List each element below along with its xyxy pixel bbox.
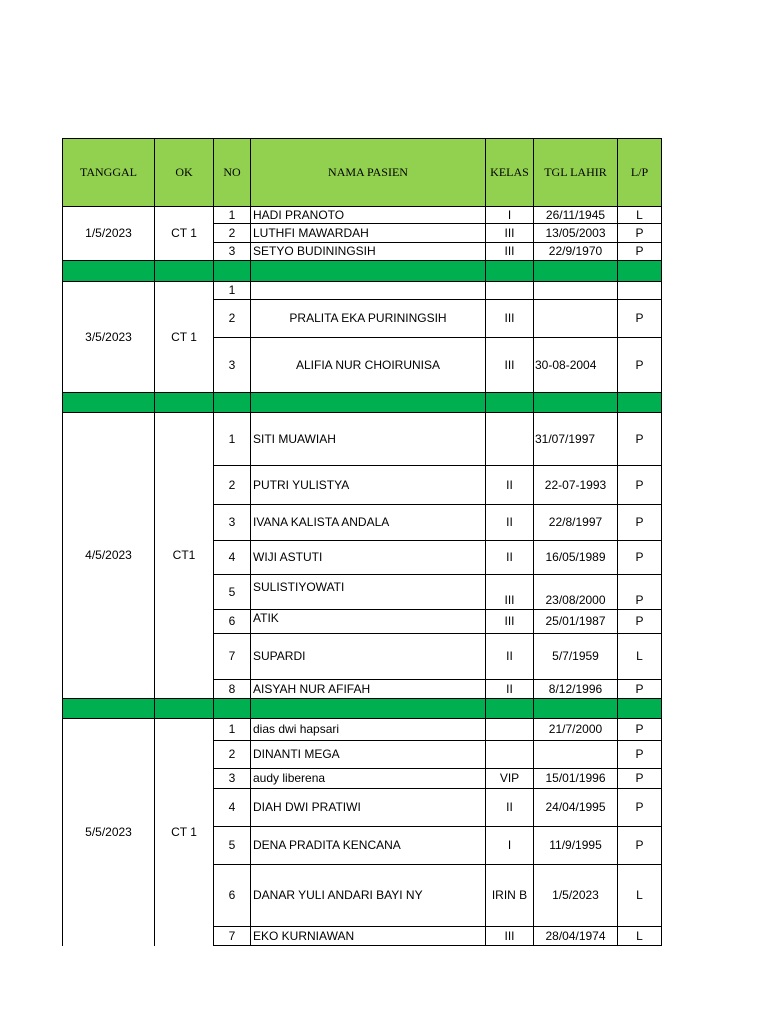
row-name: ALIFIA NUR CHOIRUNISA [251, 338, 486, 393]
separator-cell [63, 699, 155, 719]
row-lp: P [618, 224, 662, 243]
separator-cell [486, 393, 534, 413]
group-ok: CT 1 [155, 207, 214, 261]
header-tgl-lahir: TGL LAHIR [534, 139, 618, 207]
row-name: SULISTIYOWATI [251, 575, 486, 610]
separator-cell [618, 393, 662, 413]
row-kelas: III [486, 927, 534, 946]
row-lp: L [618, 634, 662, 680]
row-no: 5 [214, 827, 251, 865]
row-no: 6 [214, 865, 251, 927]
separator-cell [534, 393, 618, 413]
row-lp: P [618, 769, 662, 789]
row-kelas [486, 282, 534, 300]
row-no: 4 [214, 541, 251, 575]
header-nama-pasien: NAMA PASIEN [251, 139, 486, 207]
row-lp: L [618, 207, 662, 224]
separator-cell [63, 261, 155, 282]
row-kelas [486, 719, 534, 741]
row-kelas: VIP [486, 769, 534, 789]
group-ok: CT 1 [155, 282, 214, 393]
row-lahir: 11/9/1995 [534, 827, 618, 865]
separator-row [63, 261, 662, 282]
row-lp: P [618, 243, 662, 261]
row-name: SETYO BUDININGSIH [251, 243, 486, 261]
row-no: 3 [214, 769, 251, 789]
row-kelas: III [486, 338, 534, 393]
row-lahir: 25/01/1987 [534, 610, 618, 634]
row-no: 3 [214, 338, 251, 393]
row-name: ATIK [251, 610, 486, 634]
row-name: dias dwi hapsari [251, 719, 486, 741]
row-kelas: II [486, 680, 534, 699]
row-kelas [486, 413, 534, 466]
row-name: LUTHFI MAWARDAH [251, 224, 486, 243]
separator-cell [534, 699, 618, 719]
row-name: EKO KURNIAWAN [251, 927, 486, 946]
row-lahir: 26/11/1945 [534, 207, 618, 224]
row-no: 2 [214, 224, 251, 243]
separator-cell [155, 261, 214, 282]
row-no: 3 [214, 505, 251, 541]
row-lahir: 13/05/2003 [534, 224, 618, 243]
separator-cell [618, 261, 662, 282]
separator-cell [534, 261, 618, 282]
row-no: 3 [214, 243, 251, 261]
row-name: DENA PRADITA KENCANA [251, 827, 486, 865]
row-name: WIJI ASTUTI [251, 541, 486, 575]
row-lp: P [618, 300, 662, 338]
row-lahir: 24/04/1995 [534, 789, 618, 827]
row-kelas [486, 741, 534, 769]
separator-cell [214, 699, 251, 719]
row-no: 8 [214, 680, 251, 699]
row-no: 2 [214, 466, 251, 505]
table-row [63, 719, 662, 741]
row-no: 7 [214, 927, 251, 946]
separator-cell [486, 261, 534, 282]
row-name: SUPARDI [251, 634, 486, 680]
row-name: SITI MUAWIAH [251, 413, 486, 466]
row-lp: P [618, 505, 662, 541]
row-no: 1 [214, 719, 251, 741]
row-kelas: II [486, 541, 534, 575]
row-name: IVANA KALISTA ANDALA [251, 505, 486, 541]
row-lahir: 23/08/2000 [534, 575, 618, 610]
row-kelas: II [486, 466, 534, 505]
group-ok: CT1 [155, 413, 214, 699]
row-no: 4 [214, 789, 251, 827]
header-kelas: KELAS [486, 139, 534, 207]
row-no: 5 [214, 575, 251, 610]
group-date: 3/5/2023 [63, 282, 155, 393]
row-name: DANAR YULI ANDARI BAYI NY [251, 865, 486, 927]
separator-cell [618, 699, 662, 719]
row-lahir: 22/9/1970 [534, 243, 618, 261]
row-kelas: II [486, 505, 534, 541]
group-date: 1/5/2023 [63, 207, 155, 261]
row-lahir [534, 300, 618, 338]
row-kelas: III [486, 224, 534, 243]
row-no: 1 [214, 413, 251, 466]
row-name: audy liberena [251, 769, 486, 789]
row-kelas: III [486, 610, 534, 634]
separator-cell [251, 261, 486, 282]
row-name: DIAH DWI PRATIWI [251, 789, 486, 827]
row-lahir: 22-07-1993 [534, 466, 618, 505]
row-lp: P [618, 575, 662, 610]
row-no: 2 [214, 741, 251, 769]
group-date: 4/5/2023 [63, 413, 155, 699]
row-lahir: 1/5/2023 [534, 865, 618, 927]
row-name [251, 282, 486, 300]
row-lahir [534, 741, 618, 769]
row-lp: L [618, 927, 662, 946]
row-lahir: 8/12/1996 [534, 680, 618, 699]
row-kelas: IRIN B [486, 865, 534, 927]
row-lahir: 21/7/2000 [534, 719, 618, 741]
row-lp: P [618, 541, 662, 575]
row-no: 6 [214, 610, 251, 634]
separator-cell [155, 699, 214, 719]
row-kelas: II [486, 634, 534, 680]
row-lahir: 15/01/1996 [534, 769, 618, 789]
separator-cell [214, 261, 251, 282]
patient-table [62, 138, 662, 946]
row-lp: P [618, 741, 662, 769]
row-name: PRALITA EKA PURININGSIH [251, 300, 486, 338]
row-lp: P [618, 413, 662, 466]
row-lahir: 30-08-2004 [534, 338, 618, 393]
row-name: DINANTI MEGA [251, 741, 486, 769]
row-lp: P [618, 338, 662, 393]
header-row [63, 139, 662, 207]
header-tanggal: TANGGAL [63, 139, 155, 207]
separator-cell [214, 393, 251, 413]
row-lp: P [618, 789, 662, 827]
row-kelas: II [486, 789, 534, 827]
row-lahir: 5/7/1959 [534, 634, 618, 680]
row-kelas: III [486, 575, 534, 610]
group-date: 5/5/2023 [63, 719, 155, 946]
row-lp: P [618, 466, 662, 505]
row-no: 7 [214, 634, 251, 680]
row-no: 1 [214, 207, 251, 224]
header-ok: OK [155, 139, 214, 207]
separator-cell [251, 699, 486, 719]
row-lp: P [618, 827, 662, 865]
row-kelas: I [486, 827, 534, 865]
row-lp: P [618, 719, 662, 741]
row-lp [618, 282, 662, 300]
group-ok: CT 1 [155, 719, 214, 946]
separator-cell [63, 393, 155, 413]
row-no: 1 [214, 282, 251, 300]
separator-cell [486, 699, 534, 719]
row-name: HADI PRANOTO [251, 207, 486, 224]
row-kelas: III [486, 243, 534, 261]
row-lahir: 31/07/1997 [534, 413, 618, 466]
row-no: 2 [214, 300, 251, 338]
table-row [63, 282, 662, 300]
separator-cell [251, 393, 486, 413]
table-row [63, 207, 662, 224]
row-kelas: III [486, 300, 534, 338]
separator-cell [155, 393, 214, 413]
separator-row [63, 393, 662, 413]
separator-row [63, 699, 662, 719]
header-no: NO [214, 139, 251, 207]
row-lp: P [618, 610, 662, 634]
row-name: AISYAH NUR AFIFAH [251, 680, 486, 699]
row-lahir: 22/8/1997 [534, 505, 618, 541]
row-lahir: 28/04/1974 [534, 927, 618, 946]
row-lp: L [618, 865, 662, 927]
row-name: PUTRI YULISTYA [251, 466, 486, 505]
row-lahir [534, 282, 618, 300]
row-lahir: 16/05/1989 [534, 541, 618, 575]
row-kelas: I [486, 207, 534, 224]
table-row [63, 413, 662, 466]
header-lp: L/P [618, 139, 662, 207]
row-lp: P [618, 680, 662, 699]
